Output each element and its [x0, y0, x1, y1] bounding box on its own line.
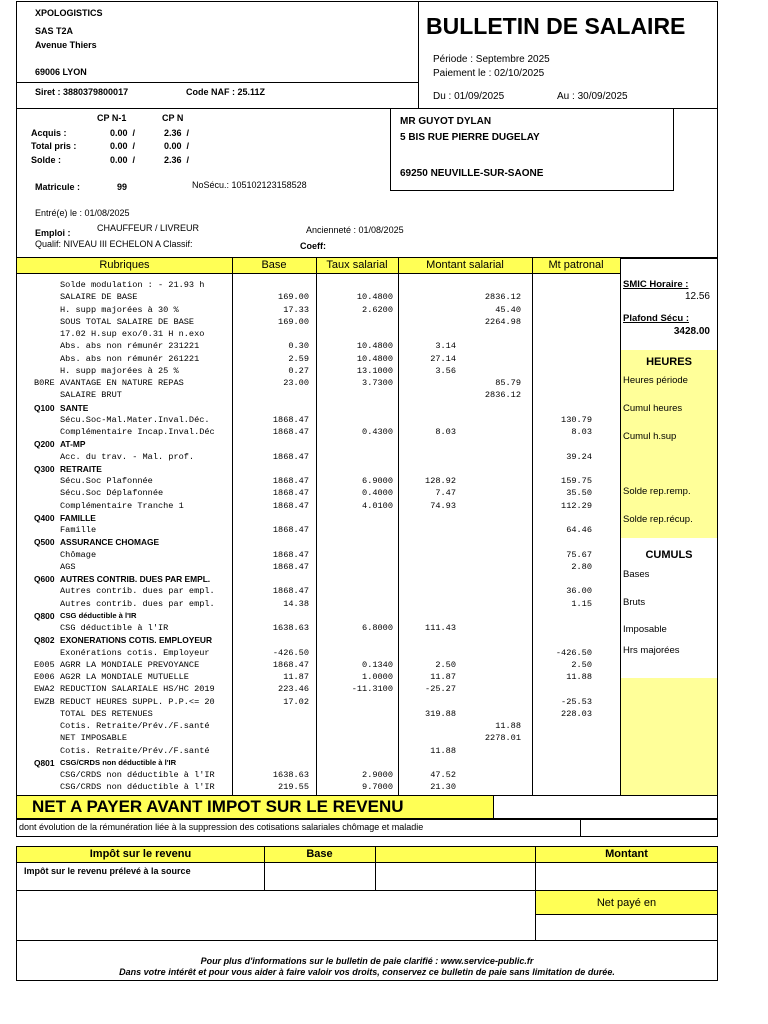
period-to: Au : 30/09/2025	[557, 91, 628, 102]
row-code: B0RE	[34, 378, 55, 388]
row-base: 11.87	[283, 672, 309, 682]
row-mp: 130.79	[561, 414, 592, 425]
cumul-hrs-maj: Hrs majorées	[623, 645, 680, 656]
row-taux: 2.9000	[362, 770, 393, 780]
cp-label-pris: Total pris :	[31, 141, 77, 151]
row-label: Exonérations cotis. Employeur	[60, 647, 210, 658]
table-row	[0, 415, 768, 427]
row-label: Cotis. Retraite/Prév./F.santé	[60, 745, 210, 756]
table-row	[0, 464, 768, 476]
cp-solde-n: 2.36 /	[164, 155, 190, 165]
row-base: 1868.47	[272, 451, 309, 462]
table-row	[0, 599, 768, 611]
row-taux: 0.1340	[362, 659, 393, 670]
row-label: SANTE	[60, 402, 89, 413]
row-code: Q600	[34, 574, 55, 584]
row-taux: 10.4800	[356, 292, 393, 303]
table-row	[0, 378, 768, 390]
document-title: BULLETIN DE SALAIRE	[426, 13, 686, 39]
nosecu: NoSécu.: 105102123158528	[192, 180, 307, 190]
row-base: 23.00	[283, 378, 309, 388]
period-from: Du : 01/09/2025	[433, 91, 505, 102]
impot-header-base: Base	[306, 848, 333, 860]
row-ms2: 2278.01	[484, 733, 521, 744]
row-label: 17.02 H.sup exo/0.31 H n.exo	[60, 329, 205, 339]
row-ms: 21.30	[430, 782, 456, 793]
row-label: CSG déductible à l'IR	[60, 623, 169, 633]
table-row	[0, 648, 768, 660]
table-row	[0, 611, 768, 623]
table-row	[0, 537, 768, 549]
impot-header-montant: Montant	[605, 848, 648, 860]
cp-pris-n1: 0.00 /	[110, 141, 136, 151]
matricule-value: 99	[117, 182, 128, 192]
row-ms: 11.88	[430, 745, 456, 756]
row-mp: 1.15	[571, 598, 592, 609]
row-label: Abs. abs non rémunér 231221	[60, 341, 200, 352]
row-label: CSG/CRDS non déductible à l'IR	[60, 770, 215, 780]
cumul-hsup: Cumul h.sup	[623, 431, 677, 442]
row-ms2: 45.40	[495, 304, 521, 315]
row-ms: 3.56	[435, 365, 456, 376]
row-code: Q200	[34, 439, 55, 450]
row-label: Solde modulation : - 21.93 h	[60, 280, 205, 290]
row-label: SALAIRE DE BASE	[60, 292, 138, 303]
row-base: 1638.63	[272, 770, 309, 780]
row-label: CSG/CRDS non déductible à l'IR	[60, 782, 215, 793]
row-code: Q400	[34, 512, 55, 523]
row-base: 1868.47	[272, 427, 309, 437]
plafond-label: Plafond Sécu :	[623, 313, 689, 324]
row-label: ASSURANCE CHOMAGE	[60, 537, 160, 548]
table-row	[0, 550, 768, 562]
row-ms: 11.87	[430, 672, 456, 682]
row-code: Q100	[34, 402, 55, 413]
row-ms: 111.43	[425, 623, 456, 633]
row-base: 1868.47	[272, 414, 309, 425]
company-line3: Avenue Thiers	[35, 40, 97, 50]
table-row	[0, 390, 768, 402]
table-row	[0, 721, 768, 733]
matricule-label: Matricule :	[35, 182, 81, 192]
row-label: Autres contrib. dues par empl.	[60, 586, 215, 597]
row-ms2: 11.88	[495, 721, 521, 731]
cp-label-acquis: Acquis :	[31, 128, 67, 138]
solde-recup: Solde rep.récup.	[623, 514, 693, 525]
row-code: Q800	[34, 610, 55, 621]
row-taux: 4.0100	[362, 500, 393, 511]
table-row	[0, 439, 768, 451]
row-label: REDUCT HEURES SUPPL. P.P.<= 20	[60, 696, 215, 707]
row-mp: 36.00	[566, 586, 592, 597]
table-row	[0, 354, 768, 366]
row-taux: 10.4800	[356, 341, 393, 352]
table-row	[0, 782, 768, 794]
periode: Période : Septembre 2025	[433, 54, 550, 65]
row-mp: 75.67	[566, 549, 592, 560]
row-label: Abs. abs non rémunér 261221	[60, 353, 200, 364]
row-label: CSG/CRDS non déductible à l'IR	[60, 757, 177, 767]
net-paye-label: Net payé en	[596, 897, 657, 909]
cp-n-header: CP N	[162, 113, 184, 123]
row-ms: 74.93	[430, 500, 456, 511]
row-taux: 9.7000	[362, 782, 393, 793]
employee-address: 5 BIS RUE PIERRE DUGELAY	[400, 132, 540, 143]
table-row	[0, 280, 768, 292]
cp-acquis-n: 2.36 /	[164, 128, 190, 138]
row-ms: 27.14	[430, 353, 456, 364]
row-code: Q801	[34, 757, 55, 768]
row-base: 0.27	[288, 365, 309, 376]
impot-row-label: Impôt sur le revenu prélevé à la source	[24, 866, 191, 876]
row-base: 169.00	[278, 292, 309, 303]
row-code: E006	[34, 672, 55, 682]
row-base: 169.00	[278, 316, 309, 327]
row-label: FAMILLE	[60, 512, 96, 523]
table-row	[0, 709, 768, 721]
row-mp: -426.50	[555, 647, 592, 658]
row-base: 1868.47	[272, 586, 309, 597]
net-avant-impot-label: NET A PAYER AVANT IMPOT SUR LE REVENU	[32, 797, 404, 816]
header-rubriques: Rubriques	[99, 259, 150, 271]
row-base: 1868.47	[272, 500, 309, 511]
row-label: SALAIRE BRUT	[60, 390, 122, 401]
paiement: Paiement le : 02/10/2025	[433, 68, 545, 79]
row-mp: 39.24	[566, 451, 592, 462]
row-label: AGS	[60, 561, 76, 572]
cp-label-solde: Solde :	[31, 155, 62, 165]
table-row	[0, 488, 768, 500]
row-base: 0.30	[288, 341, 309, 352]
company-naf: Code NAF : 25.11Z	[186, 87, 266, 97]
table-row	[0, 305, 768, 317]
row-taux: 1.0000	[362, 672, 393, 682]
row-label: SOUS TOTAL SALAIRE DE BASE	[60, 316, 195, 327]
table-row	[0, 562, 768, 574]
header-montant: Montant salarial	[426, 259, 504, 271]
table-row	[0, 329, 768, 341]
row-label: RETRAITE	[60, 463, 102, 474]
employee-city: 69250 NEUVILLE-SUR-SAONE	[400, 168, 544, 179]
row-label: Acc. du trav. - Mal. prof.	[60, 451, 195, 462]
emploi-value: CHAUFFEUR / LIVREUR	[97, 223, 200, 233]
row-code: Q802	[34, 635, 55, 646]
row-base: 1868.47	[272, 488, 309, 499]
heures-periode: Heures période	[623, 375, 688, 386]
row-label: CSG déductible à l'IR	[60, 610, 137, 620]
plafond-value: 3428.00	[673, 326, 710, 337]
row-label: AGRR LA MONDIALE PREVOYANCE	[60, 659, 200, 670]
table-row	[0, 684, 768, 696]
row-base: 17.33	[283, 304, 309, 315]
row-label: H. supp majorées à 25 %	[60, 365, 179, 376]
row-taux: 3.7300	[362, 378, 393, 388]
row-base: 1868.47	[272, 525, 309, 535]
row-label: AG2R LA MONDIALE MUTUELLE	[60, 672, 189, 682]
row-label: TOTAL DES RETENUES	[60, 708, 153, 719]
table-row	[0, 733, 768, 745]
anciennete: Ancienneté : 01/08/2025	[306, 225, 404, 235]
row-mp: 11.88	[566, 672, 592, 682]
row-label: Complémentaire Incap.Inval.Déc	[60, 427, 215, 437]
table-row	[0, 635, 768, 647]
coeff: Coeff:	[300, 241, 326, 251]
row-label: Complémentaire Tranche 1	[60, 500, 184, 511]
table-row	[0, 341, 768, 353]
company-city: 69006 LYON	[35, 67, 87, 77]
solde-remp: Solde rep.remp.	[623, 486, 691, 497]
cumul-heures: Cumul heures	[623, 403, 683, 414]
row-label: H. supp majorées à 30 %	[60, 304, 179, 315]
emploi-label: Emploi :	[35, 228, 71, 238]
table-row	[0, 476, 768, 488]
row-ms: 47.52	[430, 770, 456, 780]
row-mp: 112.29	[561, 500, 592, 511]
footer-line2: Dans votre intérêt et pour vous aider à faire valoir vos droits, conservez ce bulletin de paie sans limitation de durée.	[119, 967, 615, 977]
table-row	[0, 525, 768, 537]
row-taux: 6.8000	[362, 623, 393, 633]
cp-pris-n: 0.00 /	[164, 141, 190, 151]
row-taux: 13.1000	[356, 365, 393, 376]
table-row	[0, 292, 768, 304]
row-base: 14.38	[283, 598, 309, 609]
row-mp: -25.53	[561, 696, 592, 707]
row-ms: -25.27	[425, 684, 456, 695]
row-label: Sécu.Soc Plafonnée	[60, 476, 153, 486]
row-base: 17.02	[283, 696, 309, 707]
row-mp: 2.50	[571, 659, 592, 670]
company-siret: Siret : 3880379800017	[35, 87, 129, 97]
header-taux: Taux salarial	[326, 259, 388, 271]
row-taux: 0.4000	[362, 488, 393, 499]
header-patronal: Mt patronal	[548, 259, 604, 271]
entree-date: Entré(e) le : 01/08/2025	[35, 208, 130, 218]
table-row	[0, 586, 768, 598]
table-row	[0, 758, 768, 770]
row-code: EWZB	[34, 696, 55, 707]
cumul-bases: Bases	[623, 569, 650, 580]
smic-label: SMIC Horaire :	[623, 279, 689, 290]
row-mp: 2.80	[571, 561, 592, 572]
row-label: AT-MP	[60, 439, 86, 450]
row-mp: 64.46	[566, 525, 592, 535]
table-row	[0, 513, 768, 525]
row-base: -426.50	[272, 647, 309, 658]
row-ms: 8.03	[435, 427, 456, 437]
row-ms: 7.47	[435, 488, 456, 499]
row-mp: 228.03	[561, 708, 592, 719]
row-base: 1868.47	[272, 549, 309, 560]
row-code: Q300	[34, 463, 55, 474]
qualif: Qualif: NIVEAU III ECHELON A Classif:	[35, 239, 193, 249]
row-base: 219.55	[278, 782, 309, 793]
row-label: Chômage	[60, 549, 97, 560]
row-base: 1868.47	[272, 476, 309, 486]
row-ms2: 2264.98	[484, 316, 521, 327]
row-label: AUTRES CONTRIB. DUES PAR EMPL.	[60, 574, 211, 584]
row-label: EXONERATIONS COTIS. EMPLOYEUR	[60, 635, 213, 646]
row-mp: 35.50	[566, 488, 592, 499]
table-row	[0, 366, 768, 378]
table-row	[0, 452, 768, 464]
table-row	[0, 317, 768, 329]
table-row	[0, 746, 768, 758]
row-label: Sécu.Soc-Mal.Mater.Inval.Déc.	[60, 414, 210, 425]
row-base: 1638.63	[272, 623, 309, 633]
row-base: 2.59	[288, 353, 309, 364]
row-mp: 8.03	[571, 427, 592, 437]
row-label: Famille	[60, 525, 97, 535]
cumul-imposable: Imposable	[623, 624, 667, 635]
row-base: 223.46	[278, 684, 309, 695]
table-row	[0, 672, 768, 684]
row-label: Autres contrib. dues par empl.	[60, 598, 215, 609]
row-taux: -11.3100	[351, 684, 393, 695]
row-taux: 6.9000	[362, 476, 393, 486]
cp-n1-header: CP N-1	[97, 113, 127, 123]
cp-solde-n1: 0.00 /	[110, 155, 136, 165]
header-base: Base	[261, 259, 287, 271]
row-label: Sécu.Soc Déplafonnée	[60, 488, 164, 499]
evolution-text: dont évolution de la rémunération liée à la suppression des cotisations salariales chômage et maladie	[19, 822, 424, 832]
row-ms: 128.92	[425, 476, 456, 486]
row-code: EWA2	[34, 684, 55, 695]
row-ms2: 2836.12	[484, 292, 521, 303]
row-code: E005	[34, 659, 55, 670]
row-mp: 159.75	[561, 476, 592, 486]
row-ms: 319.88	[425, 708, 456, 719]
row-ms: 3.14	[435, 341, 456, 352]
employee-name: MR GUYOT DYLAN	[400, 116, 492, 127]
company-line2: SAS T2A	[35, 26, 74, 36]
footer-line1: Pour plus d'informations sur le bulletin de paie clarifié : www.service-public.fr	[200, 956, 534, 966]
impot-header-label: Impôt sur le revenu	[89, 848, 192, 860]
company-name: XPOLOGISTICS	[35, 8, 103, 18]
row-taux: 2.6200	[362, 304, 393, 315]
table-row	[0, 623, 768, 635]
table-row	[0, 770, 768, 782]
row-label: Cotis. Retraite/Prév./F.santé	[60, 721, 210, 731]
table-row	[0, 574, 768, 586]
row-ms2: 2836.12	[484, 390, 521, 401]
smic-value: 12.56	[684, 291, 710, 302]
heures-title: HEURES	[646, 356, 692, 368]
row-taux: 10.4800	[356, 353, 393, 364]
cumul-bruts: Bruts	[623, 597, 646, 608]
row-code: Q500	[34, 537, 55, 548]
row-base: 1868.47	[272, 561, 309, 572]
cp-acquis-n1: 0.00 /	[110, 128, 136, 138]
table-row	[0, 501, 768, 513]
row-base: 1868.47	[272, 659, 309, 670]
cumuls-title: CUMULS	[645, 549, 693, 561]
row-ms2: 85.79	[495, 378, 521, 388]
row-ms: 2.50	[435, 659, 456, 670]
table-row	[0, 697, 768, 709]
table-row	[0, 660, 768, 672]
row-label: NET IMPOSABLE	[60, 733, 128, 744]
row-taux: 0.4300	[362, 427, 393, 437]
table-row	[0, 403, 768, 415]
row-label: AVANTAGE EN NATURE REPAS	[60, 378, 184, 388]
table-row	[0, 427, 768, 439]
row-label: REDUCTION SALARIALE HS/HC 2019	[60, 684, 215, 695]
